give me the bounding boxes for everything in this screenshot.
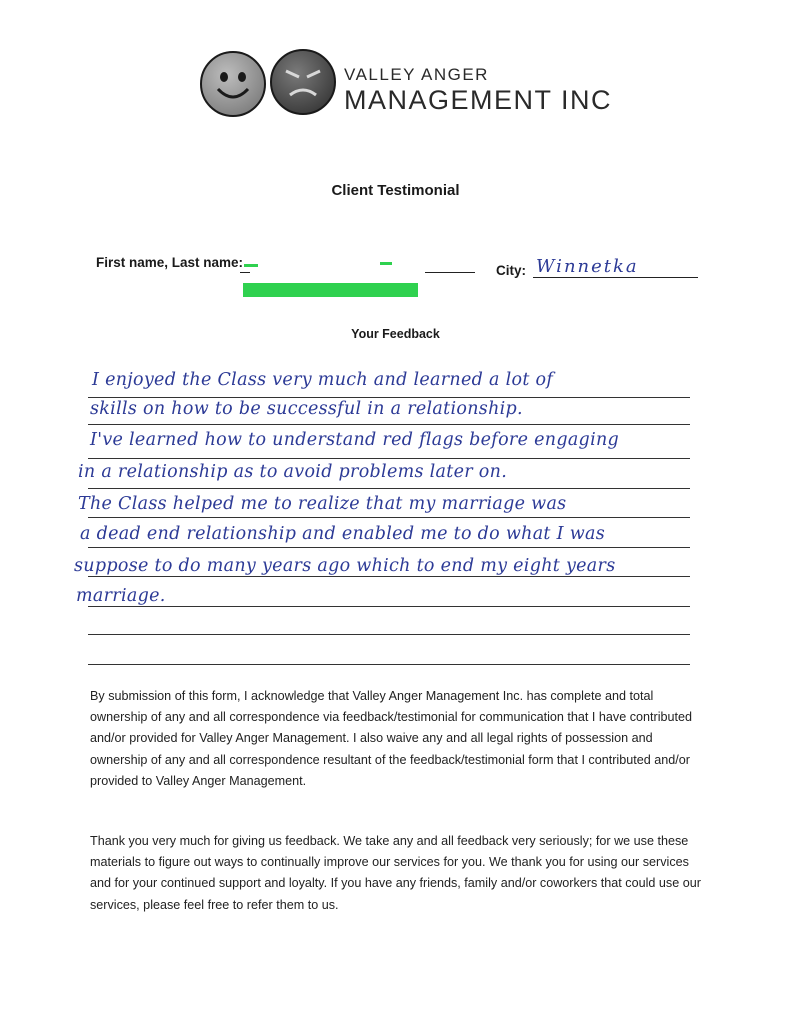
name-underline-end <box>425 272 475 273</box>
city-underline <box>533 277 698 278</box>
happy-face-icon <box>200 51 266 117</box>
feedback-rule <box>88 488 690 489</box>
name-redaction-bar <box>243 283 418 297</box>
feedback-line: skills on how to be successful in a relationship. <box>90 399 523 419</box>
thank-you-paragraph: Thank you very much for giving us feedback. We take any and all feedback very seriously; for we use these materials to figure out ways to continually improve our services for you. We thank you for using our services and for your continued support and loyalty. If you have any friends, family and/or coworkers that could use our services, please feel free to refer them to us. <box>90 834 701 912</box>
city-value: Winnetka <box>536 256 639 277</box>
company-logo <box>200 47 620 127</box>
feedback-line: I enjoyed the Class very much and learned a lot of <box>92 370 554 390</box>
feedback-line: in a relationship as to avoid problems later on. <box>78 462 508 482</box>
feedback-rule <box>88 458 690 459</box>
form-title: Client Testimonial <box>331 182 460 199</box>
name-label: First name, Last name: <box>96 255 244 270</box>
feedback-line: marriage. <box>76 586 166 606</box>
company-name-line1: VALLEY ANGER <box>344 65 489 84</box>
disclaimer-paragraph: By submission of this form, I acknowledge that Valley Anger Management Inc. has complete and total ownership of any and all correspondence via feedback/testimonial for communication that I have contributed and/or provided for Valley Anger Management. I also waive any and all legal rights of possession and ownership of any and all correspondence resultant of the feedback/testimonial form that I contributed and/or provided to Valley Anger Management. <box>90 689 693 788</box>
city-label: City: <box>496 263 526 278</box>
feedback-heading: Your Feedback <box>351 327 440 341</box>
company-name-line2: MANAGEMENT INC <box>344 85 613 115</box>
feedback-rule <box>88 606 690 607</box>
feedback-line: a dead end relationship and enabled me to do what I was <box>80 524 605 544</box>
redaction-mark <box>244 264 258 267</box>
feedback-rule <box>88 664 690 665</box>
feedback-rule <box>88 547 690 548</box>
feedback-line: The Class helped me to realize that my marriage was <box>78 494 567 514</box>
feedback-rule <box>88 424 690 425</box>
redaction-mark <box>380 262 392 265</box>
feedback-line: suppose to do many years ago which to end my eight years <box>74 556 616 576</box>
feedback-line: I've learned how to understand red flags before engaging <box>90 430 620 450</box>
feedback-rule <box>88 634 690 635</box>
feedback-rule <box>88 517 690 518</box>
feedback-rule <box>88 397 690 398</box>
name-underline <box>240 272 250 273</box>
angry-face-icon <box>270 49 336 115</box>
feedback-rule <box>88 576 690 577</box>
